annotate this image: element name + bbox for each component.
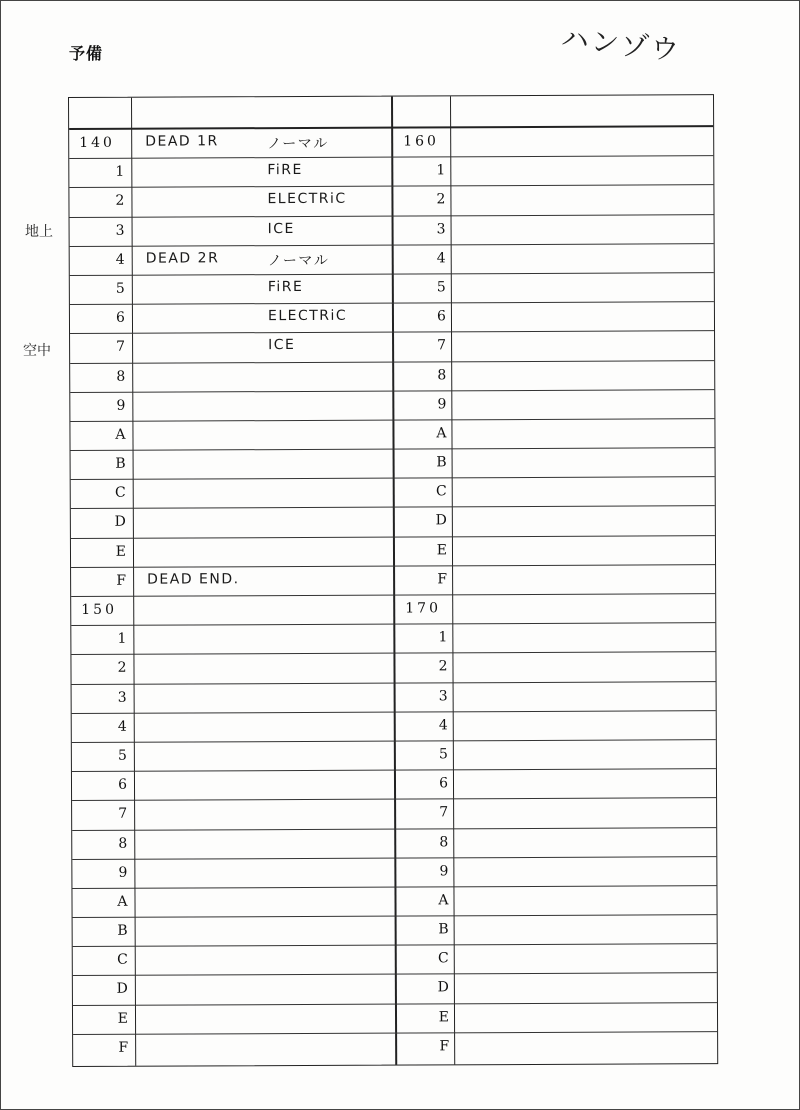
row-code-left: 7 <box>118 806 129 823</box>
row-code-left: 4 <box>115 251 126 268</box>
row-code-right: 7 <box>439 804 450 821</box>
table-row <box>69 127 713 159</box>
handwritten-note: ELECTRiC <box>267 307 348 325</box>
row-code-right: B <box>438 921 450 938</box>
table-row <box>71 507 715 539</box>
handwritten-note: ICE <box>267 220 295 237</box>
row-code-left: F <box>116 572 128 589</box>
table-row <box>72 769 716 801</box>
table-row <box>71 448 715 480</box>
row-code-left: F <box>118 1039 130 1056</box>
handwritten-note: ノーマル <box>267 252 330 269</box>
handwritten-note: DEAD END. <box>147 571 240 588</box>
page-title: 予備 <box>69 44 104 63</box>
row-code-left: B <box>117 922 129 939</box>
table-row <box>69 186 713 218</box>
row-code-left: 1 <box>117 630 128 647</box>
table-row <box>70 215 714 247</box>
row-code-right: 5 <box>438 746 449 763</box>
row-code-left: 150 <box>81 601 118 618</box>
table-row <box>71 565 715 597</box>
handwritten-note: FiRE <box>267 162 303 179</box>
table-row <box>72 886 716 918</box>
handwritten-note: ICE <box>268 337 296 354</box>
row-code-right: F <box>437 571 449 588</box>
row-code-left: E <box>117 1010 130 1027</box>
row-code-left: 140 <box>79 134 115 151</box>
handwritten-signature: ハンゾウ <box>559 21 683 68</box>
table-row <box>71 623 715 655</box>
row-code-left: 1 <box>115 163 126 180</box>
handwritten-note: ノーマル <box>267 135 329 153</box>
row-code-right: F <box>439 1038 451 1055</box>
table-row <box>70 361 714 393</box>
table-row <box>69 156 713 188</box>
row-code-left: E <box>115 543 128 560</box>
row-code-right: C <box>435 483 448 500</box>
table-row <box>73 944 717 976</box>
handwritten-note: ELECTRiC <box>267 191 347 208</box>
row-code-right: E <box>436 541 449 559</box>
row-code-right: D <box>437 979 450 996</box>
code-table <box>68 94 718 1067</box>
row-code-right: 8 <box>439 833 450 850</box>
row-code-left: A <box>115 426 127 443</box>
row-code-right: 160 <box>403 133 439 150</box>
table-row <box>73 1003 717 1035</box>
row-code-right: 1 <box>438 629 449 646</box>
table-row <box>71 536 715 568</box>
table-row <box>73 1032 717 1064</box>
row-code-left: 6 <box>116 309 126 326</box>
row-code-left: 5 <box>115 280 126 297</box>
row-code-right: 1 <box>436 162 447 179</box>
table-row <box>71 594 715 626</box>
row-code-right: 2 <box>436 191 447 208</box>
row-code-left: 2 <box>117 660 128 677</box>
row-code-right: 2 <box>438 658 449 675</box>
table-row <box>70 302 714 334</box>
row-code-left: 9 <box>116 397 127 414</box>
row-code-right: 8 <box>437 366 448 383</box>
row-code-right: 3 <box>436 220 447 237</box>
table-row <box>71 477 715 509</box>
row-code-left: D <box>114 514 127 531</box>
table-row <box>73 974 717 1006</box>
table-row <box>70 331 714 363</box>
handwritten-note: DEAD 2R <box>145 250 220 267</box>
row-code-right: C <box>438 950 450 967</box>
row-code-right: A <box>436 425 448 442</box>
side-label-air: 空中 <box>23 343 51 359</box>
row-code-right: 6 <box>439 775 450 792</box>
row-code-left: 4 <box>117 718 128 735</box>
row-code-left: C <box>114 484 127 502</box>
row-code-right: 9 <box>439 863 450 880</box>
handwritten-note: DEAD 1R <box>145 133 219 150</box>
side-label-ground: 地上 <box>25 224 53 240</box>
row-code-right: 4 <box>436 250 447 267</box>
row-code-right: 7 <box>437 337 448 354</box>
row-code-left: 3 <box>115 222 126 239</box>
table-row <box>72 711 716 743</box>
row-code-left: 3 <box>117 689 128 706</box>
table-row <box>70 273 714 305</box>
row-code-left: 8 <box>118 835 129 852</box>
row-code-left: 5 <box>117 747 128 764</box>
row-code-left: C <box>117 951 129 969</box>
row-code-left: 7 <box>116 339 127 356</box>
table-row <box>70 390 714 422</box>
table-row <box>72 857 716 889</box>
handwritten-note: FiRE <box>267 278 304 296</box>
table-row <box>72 798 716 830</box>
row-code-right: E <box>438 1008 451 1026</box>
table-row <box>73 915 717 947</box>
table-row <box>72 740 716 772</box>
table-row <box>70 244 714 276</box>
table-row <box>70 419 714 451</box>
row-code-left: 8 <box>116 368 127 385</box>
row-code-left: D <box>116 981 129 998</box>
row-code-right: 4 <box>438 717 449 734</box>
row-code-left: A <box>117 893 129 910</box>
table-row <box>72 828 716 860</box>
row-code-left: B <box>115 455 127 472</box>
table-body <box>69 127 717 1064</box>
table-row <box>71 653 715 685</box>
row-code-right: B <box>436 454 448 471</box>
row-code-right: 170 <box>405 600 442 617</box>
row-code-left: 6 <box>118 776 129 793</box>
row-code-right: D <box>435 512 448 529</box>
row-code-right: 5 <box>436 279 447 296</box>
row-code-left: 9 <box>118 864 129 881</box>
row-code-right: A <box>438 892 450 909</box>
row-code-right: 9 <box>437 396 448 413</box>
row-code-right: 3 <box>438 687 449 704</box>
row-code-right: 6 <box>437 308 447 325</box>
row-code-left: 2 <box>115 193 126 210</box>
table-row <box>72 682 716 714</box>
